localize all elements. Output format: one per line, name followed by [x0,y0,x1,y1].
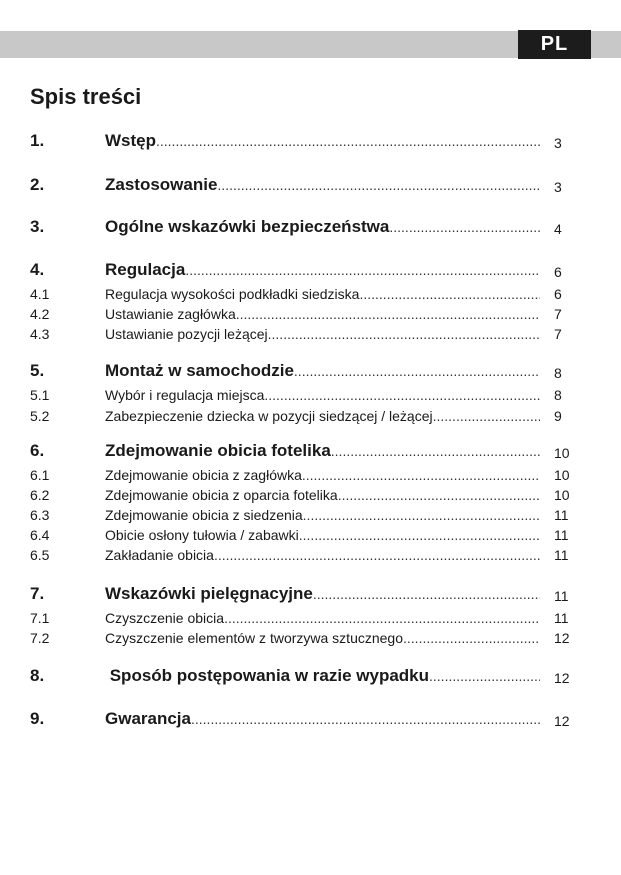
toc-subentry-4-1[interactable] [30,282,570,304]
toc-subentry-number: 4.1 [30,286,50,302]
toc-subentry-title: Zakładanie obicia [105,547,214,563]
toc-entry-6[interactable] [30,441,570,463]
toc-entry-page: 3 [554,135,562,151]
dot-leader [338,487,540,503]
dot-leader [156,133,540,149]
dot-leader [191,711,540,727]
dot-leader [236,306,540,322]
toc-entry-number: 7. [30,584,45,603]
language-badge: PL [518,30,591,59]
dot-leader [302,467,540,483]
dot-leader [389,219,540,235]
toc-subentry-page: 9 [554,408,562,424]
toc-subentry-5-1[interactable] [30,383,570,405]
toc-subentry-number: 4.3 [30,326,50,342]
toc-entry-number: 6. [30,441,45,460]
dot-leader [433,408,540,424]
toc-entry-number: 2. [30,175,45,194]
dot-leader [359,286,540,302]
toc-subentry-6-1[interactable] [30,463,570,485]
toc-subentry-title: Czyszczenie obicia [105,610,225,626]
toc-entry-number: 8. [30,666,45,685]
toc-entry-title: Wskazówki pielęgnacyjne [105,584,313,603]
toc-subentry-page: 11 [554,547,569,563]
toc-entry-number: 3. [30,217,45,236]
toc-subentry-number: 7.2 [30,630,50,646]
toc-subentry-number: 6.1 [30,467,50,483]
toc-subentry-6-4[interactable] [30,523,570,545]
toc-subentry-title: Regulacja wysokości podkładki siedziska [105,286,360,302]
dot-leader [214,547,540,563]
toc-entry-page: 8 [554,365,562,381]
toc-entry-title: Ogólne wskazówki bezpieczeństwa [105,217,390,236]
dot-leader [403,630,540,646]
toc-subentry-4-3[interactable] [30,322,570,344]
toc-subentry-title: Czyszczenie elementów z tworzywa sztucznego [105,630,404,646]
toc-entry-page: 12 [554,713,570,729]
toc-entry-number: 4. [30,260,45,279]
toc-subentry-number: 6.4 [30,527,50,543]
toc-subentry-number: 6.5 [30,547,50,563]
toc-subentry-number: 4.2 [30,306,50,322]
dot-leader [217,177,540,193]
toc-subentry-title: Wybór i regulacja miejsca [105,387,265,403]
toc-entry-7[interactable] [30,584,570,606]
toc-subentry-page: 11 [554,610,569,626]
toc-subentry-6-2[interactable] [30,483,570,505]
toc-subentry-number: 5.2 [30,408,50,424]
toc-subentry-number: 7.1 [30,610,50,626]
dot-leader [331,443,540,459]
toc-subentry-4-2[interactable] [30,302,570,324]
toc-entry-title: Wstęp [105,131,156,150]
dot-leader [268,326,540,342]
toc-subentry-page: 8 [554,387,562,403]
toc-entry-2[interactable] [30,175,570,197]
toc-entry-title: Montaż w samochodzie [105,361,294,380]
toc-entry-title: Gwarancja [105,709,191,728]
toc-subentry-page: 10 [554,467,570,483]
toc-entry-page: 6 [554,264,562,280]
toc-subentry-page: 7 [554,326,562,342]
dot-leader [313,586,540,602]
toc-entry-title: Zastosowanie [105,175,218,194]
toc-subentry-title: Zdejmowanie obicia z zagłówka [105,467,302,483]
toc-subentry-number: 6.2 [30,487,50,503]
dot-leader [299,527,540,543]
toc-subentry-number: 6.3 [30,507,50,523]
toc-entry-title: Sposób postępowania w razie wypadku [105,666,430,685]
toc-subentry-7-2[interactable] [30,626,570,648]
toc-subentry-title: Zabezpieczenie dziecka w pozycji siedzącej / leżącej [105,408,433,424]
toc-subentry-title: Obicie osłony tułowia / zabawki [105,527,299,543]
toc-subentry-page: 12 [554,630,570,646]
toc-subentry-title: Ustawianie pozycji leżącej [105,326,268,342]
dot-leader [303,507,540,523]
toc-entry-8[interactable] [30,666,570,688]
toc-entry-9[interactable] [30,709,570,731]
toc-entry-1[interactable] [30,131,570,153]
toc-subentry-page: 10 [554,487,570,503]
toc-subentry-title: Zdejmowanie obicia z oparcia fotelika [105,487,338,503]
toc-entry-5[interactable] [30,361,570,383]
toc-subentry-page: 7 [554,306,562,322]
toc-entry-page: 4 [554,221,562,237]
toc-entry-title: Zdejmowanie obicia fotelika [105,441,331,460]
toc-entry-page: 11 [554,588,569,604]
dot-leader [224,610,540,626]
toc-entry-number: 5. [30,361,45,380]
toc-subentry-number: 5.1 [30,387,50,403]
toc-subentry-page: 6 [554,286,562,302]
toc-subentry-title: Ustawianie zagłówka [105,306,236,322]
toc-title: Spis treści [30,84,142,109]
toc-subentry-7-1[interactable] [30,606,570,628]
toc-subentry-6-3[interactable] [30,503,570,525]
dot-leader [429,668,540,684]
toc-subentry-page: 11 [554,507,569,523]
dot-leader [185,262,540,278]
toc-entry-number: 9. [30,709,45,728]
toc-subentry-6-5[interactable] [30,543,570,565]
toc-subentry-page: 11 [554,527,569,543]
toc-entry-title: Regulacja [105,260,186,279]
toc-entry-4[interactable] [30,260,570,282]
toc-subentry-5-2[interactable] [30,404,570,426]
dot-leader [264,387,540,403]
toc-entry-number: 1. [30,131,45,150]
dot-leader [294,363,540,379]
toc-entry-3[interactable] [30,217,570,239]
toc-entry-page: 3 [554,179,562,195]
toc-entry-page: 12 [554,670,570,686]
toc-subentry-title: Zdejmowanie obicia z siedzenia [105,507,303,523]
toc-entry-page: 10 [554,445,570,461]
